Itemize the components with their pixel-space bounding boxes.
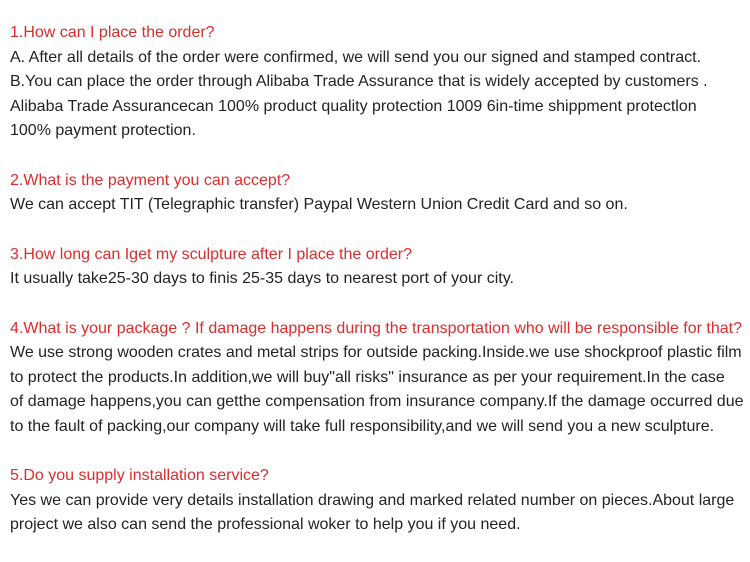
faq-answer-line: Alibaba Trade Assurancecan 100% product quality protection 1009 6in-time shippment protectlon: [10, 97, 697, 115]
faq-answer-line: of damage happens,you can getthe compensation from insurance company.If the damage occurred due: [10, 393, 744, 410]
faq-question: 3.How long can Iget my sculpture after I place the order?: [10, 245, 412, 263]
faq-answer-line: It usually take25-30 days to finis 25-35 days to nearest port of your city.: [10, 270, 514, 287]
faq-answer-line: We can accept TIT (Telegraphic transfer) Paypal Western Union Credit Card and so on.: [10, 196, 628, 213]
faq-section-4: [10, 317, 742, 440]
faq-question: 4.What is your package ? If damage happens during the transportation who will be responsible for that?: [10, 319, 742, 337]
faq-section-3: [10, 243, 742, 292]
faq-answer-line: B.You can place the order through Alibaba Trade Assurance that is widely accepted by customers .: [10, 73, 708, 90]
faq-answer-line: 100% payment protection.: [10, 122, 196, 139]
faq-answer-line: Yes we can provide very details installation drawing and marked related number on pieces.About large: [10, 491, 735, 509]
faq-question: 1.How can I place the order?: [10, 24, 215, 41]
faq-answer-line: We use strong wooden crates and metal strips for outside packing.Inside.we use shockproof plastic film: [10, 344, 742, 361]
faq-answer-line: A. After all details of the order were confirmed, we will send you our signed and stamped contract.: [10, 48, 702, 66]
faq-section-1: [10, 21, 742, 144]
faq-question: 5.Do you supply installation service?: [10, 467, 269, 484]
faq-answer-line: project we also can send the professional woker to help you if you need.: [10, 516, 521, 533]
faq-question: 2.What is the payment you can accept?: [10, 171, 291, 189]
faq-answer-line: to the fault of packing,our company will take full responsibility,and we will send you a new sculpture.: [10, 417, 715, 435]
faq-section-2: [10, 169, 742, 218]
faq-answer-line: to protect the products.In addition,we will buy"all risks" insurance as per your requirement.In the case: [10, 368, 725, 386]
faq-section-5: [10, 464, 742, 538]
